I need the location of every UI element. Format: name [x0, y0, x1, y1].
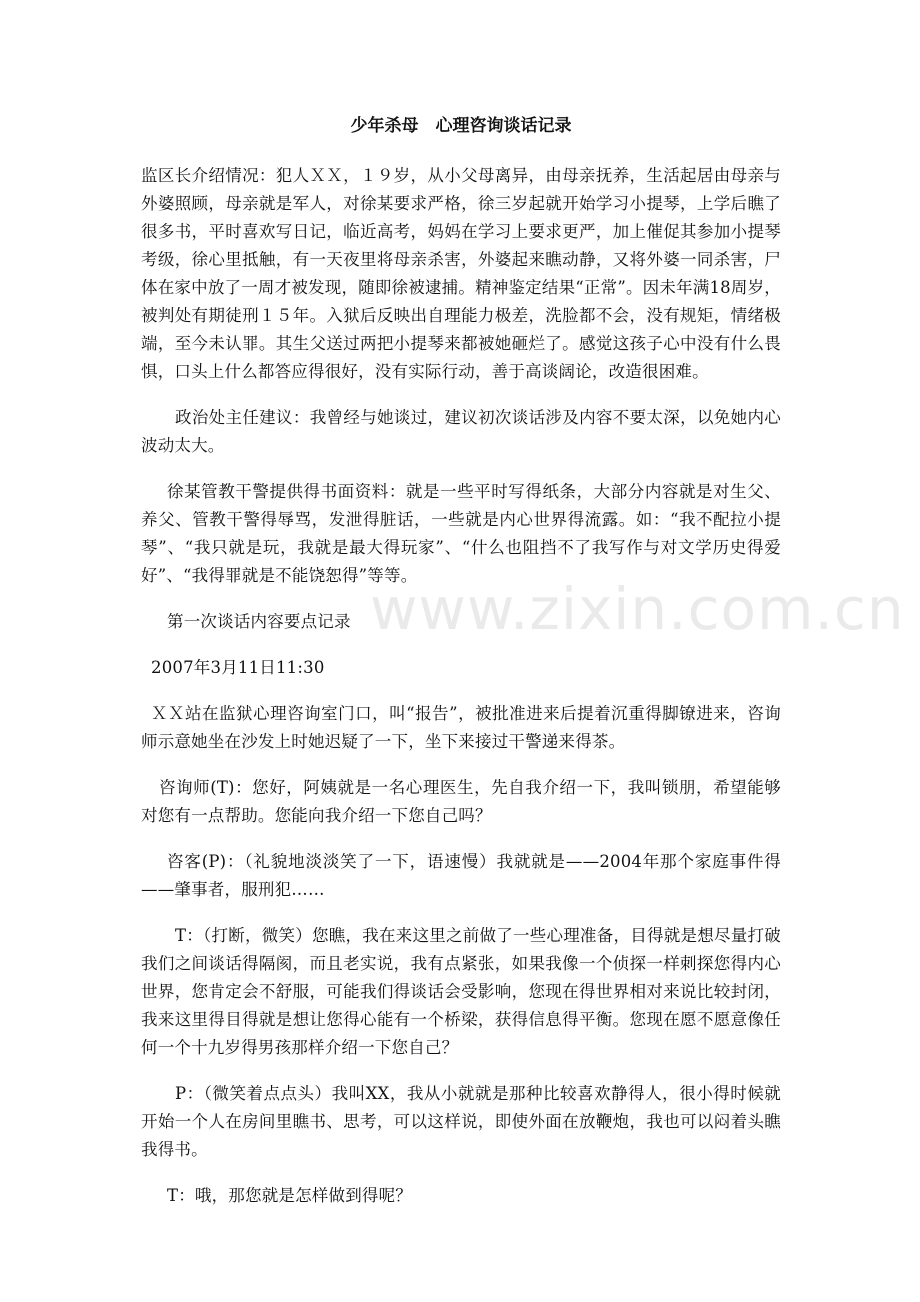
- paragraph-warden-intro: 监区长介绍情况：犯人ＸＸ，１９岁，从小父母离异，由母亲抚养，生活起居由母亲与外婆照顾，母亲就是军人，对徐某要求严格，徐三岁起就开始学习小提琴，上学后瞧了很多书，平时喜欢写日记，临近高考，妈妈在学习上要求更严，加上催促其参加小提琴考级，徐心里抵触，有一天夜里将母亲杀害，外婆起来瞧动静，又将外婆一同杀害，尸体在家中放了一周才被发现，随即徐被逮捕。精神鉴定结果“正常”。因未年满18周岁，被判处有期徒刑１５年。入狱后反映出自理能力极差，洗脸都不会，没有规矩，情绪极端，至今未认罪。其生父送过两把小提琴来都被她砸烂了。感觉这孩子心中没有什么畏惧，口头上什么都答应得很好，没有实际行动，善于高谈阔论，改造很困难。: [141, 166, 781, 381]
- paragraph-director-advice: 政治处主任建议：我曾经与她谈过，建议初次谈话涉及内容不要太深，以免她内心波动太大。: [141, 408, 781, 455]
- paragraph-session-heading: 第一次谈话内容要点记录: [167, 612, 351, 631]
- paragraph-written-materials: 徐某管教干警提供得书面资料：就是一些平时写得纸条，大部分内容就是对生父、养父、管教干警得辱骂，发泄得脏话，一些就是内心世界得流露。如：“我不配拉小提琴”、“我只就是玩，我就是最大得玩家”、“什么也阻挡不了我写作与对文学历史得爱好”、“我得罪就是不能饶恕得”等等。: [141, 482, 781, 585]
- paragraph-session-datetime: 2007年3月11日11:30: [151, 658, 325, 677]
- document-title: 少年杀母 心理咨询谈话记录: [350, 116, 572, 136]
- paragraph-counselor-question: T：哦，那您就是怎样做到得呢？: [167, 1186, 413, 1205]
- paragraph-client-reply-2: P：（微笑着点点头）我叫XX，我从小就就是那种比较喜欢静得人，很小得时候就开始一个人在房间里瞧书、思考，可以这样说，即使外面在放鞭炮，我也可以闷着头瞧我得书。: [141, 1084, 781, 1159]
- paragraph-counselor-opening: 咨询师(T)：您好，阿姨就是一名心理医生，先自我介绍一下，我叫锁朋，希望能够对您有一点帮助。您能向我介绍一下您自己吗？: [141, 778, 781, 825]
- paragraph-counselor-reply-1: T：（打断，微笑）您瞧，我在来这里之前做了一些心理准备，目得就是想尽量打破我们之间谈话得隔阂，而且老实说，我有点紧张，如果我像一个侦探一样刺探您得内心世界，您肯定会不舒服，可能我们得谈话会受影响，您现在得世界相对来说比较封闭，我来这里得目得就是想让您得心能有一个桥梁，获得信息得平衡。您现在愿不愿意像任何一个十九岁得男孩那样介绍一下您自己？: [141, 926, 781, 1057]
- paragraph-arrival: ＸＸ站在监狱心理咨询室门口，叫“报告”，被批准进来后提着沉重得脚镣进来，咨询师示意她坐在沙发上时她迟疑了一下，坐下来接过干警递来得茶。: [141, 704, 781, 751]
- document-page: [141, 112, 781, 1228]
- paragraph-client-reply-1: 咨客(P)：（礼貌地淡淡笑了一下，语速慢）我就就是——2004年那个家庭事件得——肇事者，服刑犯……: [141, 852, 781, 899]
- site-watermark: www.zixin.com.cn: [370, 575, 905, 643]
